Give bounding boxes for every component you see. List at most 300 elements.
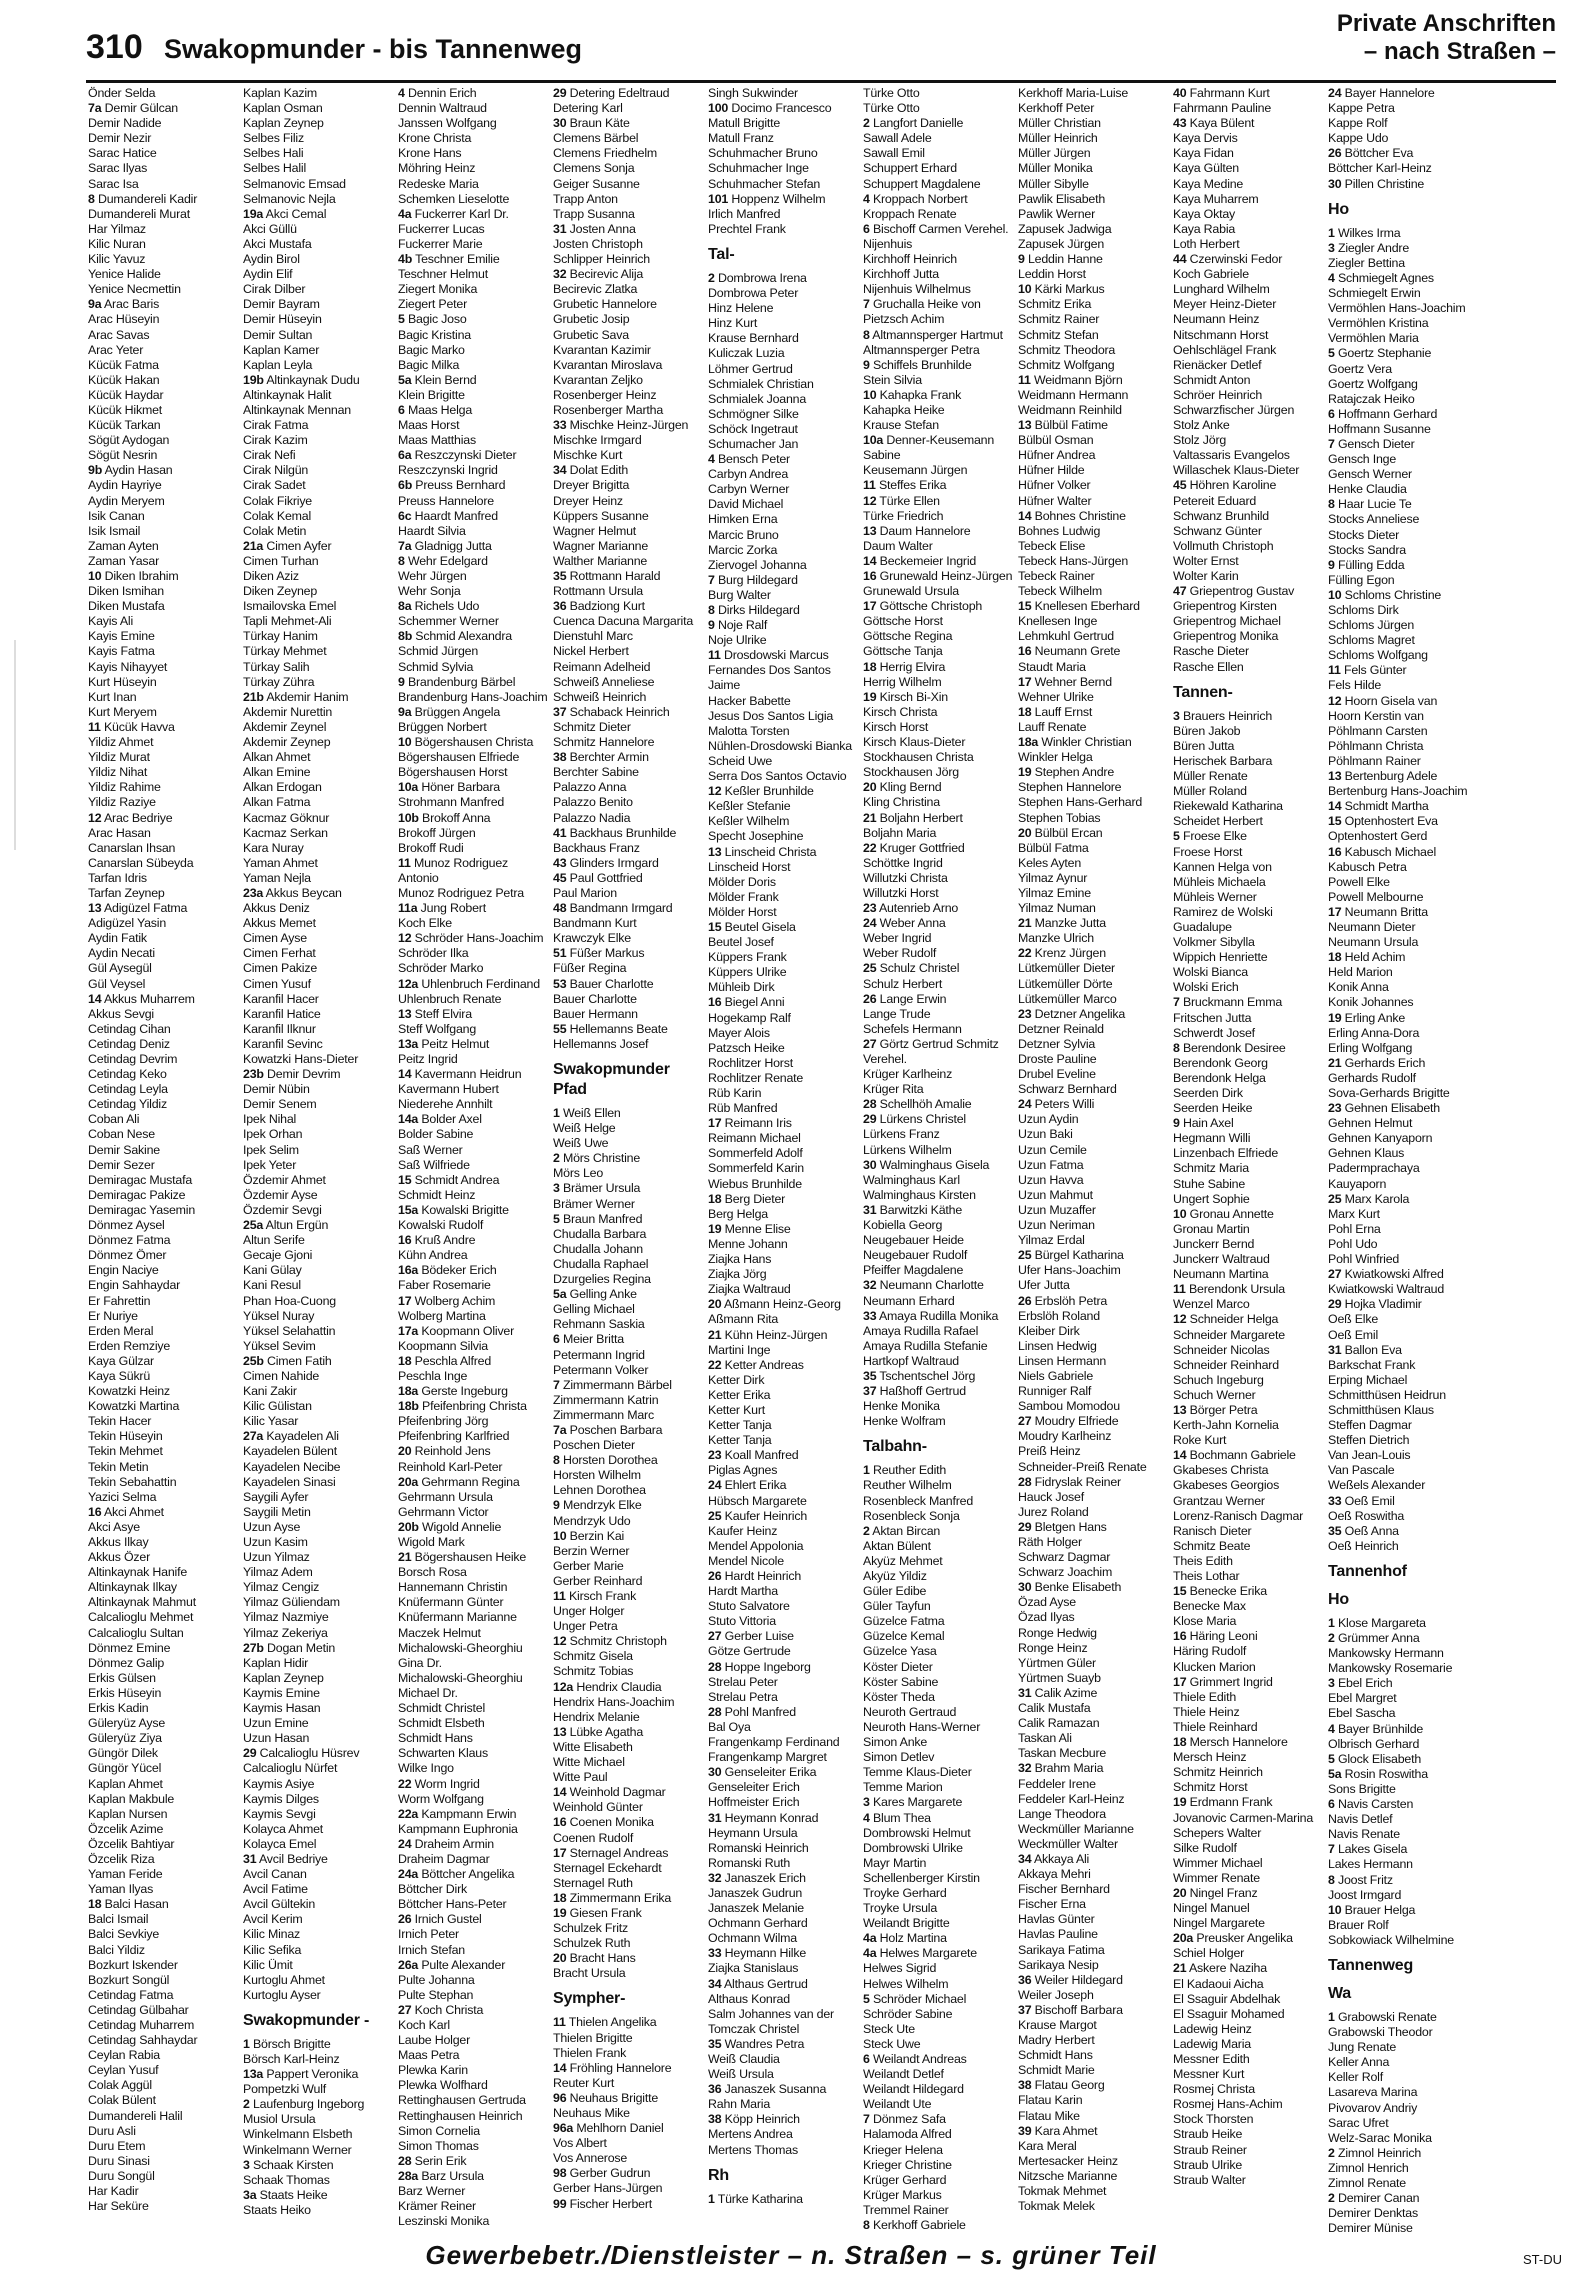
directory-entry: 17 Wehner Bernd	[1018, 674, 1112, 689]
directory-entry: 9 Noje Ralf	[708, 618, 768, 633]
directory-entry: Keller Anna	[1328, 2055, 1390, 2070]
directory-entry: Helwes Wilhelm	[863, 1976, 949, 1991]
directory-entry: Mühleib Dirk	[708, 980, 775, 995]
street-heading: Sympher-	[553, 1990, 626, 2008]
directory-entry: Hendrix Hans-Joachim	[553, 1694, 675, 1709]
directory-entry: Leszinski Monika	[398, 2214, 490, 2229]
directory-entry: 26 Irnich Gustel	[398, 1912, 482, 1927]
directory-entry: Hannemann Christin	[398, 1580, 508, 1595]
directory-entry: Niels Gabriele	[1018, 1368, 1094, 1383]
directory-entry: Winkler Helga	[1018, 750, 1093, 765]
directory-entry: Teschner Helmut	[398, 267, 488, 282]
house-number: 25	[863, 961, 877, 976]
directory-entry: Kilic Yasar	[243, 1414, 299, 1429]
directory-entry: Aktan Bülent	[863, 1538, 931, 1553]
directory-entry: Kvarantan Kazimir	[553, 342, 651, 357]
directory-entry: 1 Börsch Brigitte	[243, 2036, 331, 2051]
directory-entry: Kayis Ali	[88, 614, 134, 629]
house-number: 38	[708, 2112, 722, 2127]
house-number: 15a	[398, 1202, 419, 1217]
house-number: 1	[1328, 2009, 1335, 2024]
directory-entry: Tokmak Melek	[1018, 2199, 1095, 2214]
house-number: 9	[708, 618, 715, 633]
directory-entry: Wolberg Martina	[398, 1308, 486, 1323]
directory-entry: 6 Weilandt Andreas	[863, 2052, 967, 2066]
directory-entry: 24 Draheim Armin	[398, 1836, 494, 1851]
directory-entry: Kilic Minaz	[243, 1927, 301, 1942]
directory-entry: Benecke Max	[1173, 1599, 1246, 1614]
house-number: 3	[1328, 240, 1335, 255]
house-number: 17	[708, 1116, 722, 1131]
directory-entry: Göttsche Horst	[863, 614, 943, 629]
house-number: 14	[398, 1067, 412, 1082]
directory-entry: Özad Ayse	[1018, 1595, 1076, 1610]
house-number: 9	[1173, 1116, 1180, 1131]
house-number: 18	[553, 1890, 567, 1905]
directory-entry: 12 Schneider Helga	[1173, 1312, 1279, 1327]
directory-entry: Weiß Uwe	[553, 1136, 609, 1151]
directory-entry: Troyke Gerhard	[863, 1885, 947, 1900]
directory-entry: 6a Reszczynski Dieter	[398, 448, 517, 463]
directory-entry: Thiele Edith	[1173, 1689, 1237, 1704]
directory-entry: 2 Zimnol Heinrich	[1328, 2145, 1422, 2160]
directory-entry: Maas Petra	[398, 2048, 460, 2063]
directory-entry: Kilic Sefika	[243, 1942, 302, 1957]
directory-entry: Sawall Emil	[863, 146, 925, 161]
directory-entry: 7 Zimmermann Bärbel	[553, 1377, 672, 1392]
directory-entry: Köster Theda	[863, 1689, 935, 1704]
directory-entry: Yilmaz Güliendam	[243, 1595, 340, 1610]
directory-entry: Hüfner Hilde	[1018, 463, 1085, 478]
directory-entry: Yilmaz Cengiz	[243, 1580, 320, 1595]
directory-entry: Uzun Havva	[1018, 1172, 1084, 1187]
directory-entry: Wigold Mark	[398, 1535, 465, 1549]
directory-entry: Müller Sibylle	[1018, 176, 1089, 191]
directory-entry: 12 Schröder Hans-Joachim	[398, 931, 544, 946]
directory-entry: 7 Dönmez Safa	[863, 2112, 946, 2127]
directory-entry: Krieger Christine	[863, 2157, 952, 2172]
directory-entry: Kaymis Emine	[243, 1685, 320, 1700]
directory-entry: Özcelik Bahtiyar	[88, 1836, 175, 1851]
directory-column	[553, 86, 708, 2211]
house-number: 33	[1328, 1493, 1342, 1508]
directory-entry: Duru Songül	[88, 2168, 155, 2183]
directory-entry: Mertens Thomas	[708, 2142, 798, 2157]
directory-entry: Aßmann Rita	[708, 1312, 779, 1327]
directory-entry: Lauff Renate	[1018, 719, 1087, 734]
directory-entry: Sarikaya Fatima	[1018, 1942, 1105, 1957]
directory-entry: Kaplan Zeynep	[243, 1670, 324, 1685]
directory-entry: Ladewig Maria	[1173, 2036, 1251, 2051]
directory-entry: Güzelce Kemal	[863, 1629, 945, 1644]
house-number: 33	[863, 1308, 877, 1323]
directory-entry: 12 Arac Bedriye	[88, 810, 173, 825]
house-number: 13a	[243, 2067, 264, 2082]
directory-entry: Manzke Ulrich	[1018, 931, 1094, 946]
house-number: 4	[863, 1810, 870, 1825]
directory-entry: Tekin Sebahattin	[88, 1474, 177, 1489]
directory-entry: Kolayca Ahmet	[243, 1821, 324, 1836]
directory-entry: Sabine	[863, 448, 901, 463]
directory-entry: Nijenhuis	[863, 236, 913, 251]
directory-entry: Kirsch Christa	[863, 704, 938, 719]
house-number: 19b	[243, 372, 264, 387]
directory-entry: Koch Karl	[398, 2018, 450, 2032]
directory-entry: Ratajczak Heiko	[1328, 391, 1415, 406]
directory-entry: Strohmann Manfred	[398, 795, 505, 810]
directory-entry: Kauyaporn	[1328, 1176, 1387, 1191]
directory-entry: Matull Brigitte	[708, 116, 781, 131]
directory-entry: Zapusek Jürgen	[1018, 236, 1105, 251]
directory-entry: 4 Dennin Erich	[398, 86, 477, 100]
house-number: 7	[1173, 995, 1180, 1010]
directory-entry: Klucken Marion	[1173, 1659, 1256, 1674]
directory-entry: 30 Pillen Christine	[1328, 176, 1425, 191]
directory-entry: Weckmüller Marianne	[1018, 1821, 1134, 1836]
directory-entry: Temme Klaus-Dieter	[863, 1765, 972, 1780]
house-number: 16	[1173, 1629, 1187, 1644]
directory-entry: Schmidt Elsbeth	[398, 1716, 485, 1731]
house-number: 13	[88, 901, 102, 916]
directory-entry: 16 Akci Ahmet	[88, 1504, 164, 1519]
directory-entry: Tomczak Christel	[708, 2021, 800, 2036]
directory-entry: Müller Monika	[1018, 161, 1093, 176]
directory-entry: Hauck Josef	[1018, 1489, 1084, 1504]
directory-entry: Nühlen-Drosdowski Bianka	[708, 738, 852, 753]
directory-entry: Stephen Hans-Gerhard	[1018, 795, 1143, 810]
section-heading	[1337, 10, 1556, 66]
directory-entry: Lehmkuhl Gertrud	[1018, 629, 1114, 644]
directory-column	[88, 86, 243, 2214]
directory-entry: Palazzo Benito	[553, 795, 633, 810]
directory-entry: Grubetic Sava	[553, 327, 629, 342]
directory-entry: 20a Gehrmann Regina	[398, 1474, 520, 1489]
directory-entry: Paul Marion	[553, 885, 617, 900]
directory-entry: Lürkens Franz	[863, 1127, 940, 1142]
directory-entry: Antonio	[398, 870, 439, 885]
directory-entry: Wippich Henriette	[1173, 950, 1268, 965]
house-number: 10	[553, 1528, 567, 1543]
directory-entry: 35 Rottmann Harald	[553, 569, 661, 583]
directory-entry: Michalowski-Gheorghiu	[398, 1670, 523, 1685]
street-heading: Ho	[1328, 1590, 1349, 1608]
house-number: 55	[553, 1021, 567, 1036]
directory-entry: Erden Remziye	[88, 1338, 171, 1353]
directory-entry: Kayadelen Bülent	[243, 1444, 337, 1459]
directory-entry: Alkan Emine	[243, 765, 311, 780]
directory-entry: Akci Asye	[88, 1519, 140, 1534]
directory-entry: Rosmej Christa	[1173, 2082, 1255, 2097]
directory-entry: Detering Karl	[553, 101, 623, 116]
directory-entry: Himken Erna	[708, 512, 778, 527]
house-number: 8	[1328, 1872, 1335, 1887]
house-number: 13	[708, 844, 722, 859]
house-number: 8	[1173, 1040, 1180, 1055]
directory-entry: Schmitz Hannelore	[553, 735, 655, 750]
directory-entry: Menne Johann	[708, 1236, 788, 1251]
house-number: 1	[1328, 225, 1335, 240]
directory-entry: 3 Brauers Heinrich	[1173, 708, 1273, 723]
directory-entry: 17 Grimmert Ingrid	[1173, 1674, 1273, 1689]
house-number: 37	[863, 1384, 877, 1399]
directory-entry: 7a Gladnigg Jutta	[398, 538, 492, 553]
directory-entry: Wolski Erich	[1173, 980, 1239, 995]
directory-entry: Bracht Ursula	[553, 1966, 626, 1981]
directory-entry: Schmitz Stefan	[1018, 327, 1099, 342]
directory-entry: Har Seküre	[88, 2199, 149, 2214]
house-number: 27b	[243, 1640, 264, 1655]
directory-entry: Altinkaynak Hanife	[88, 1565, 188, 1580]
house-number: 28a	[398, 2168, 419, 2183]
directory-entry: Linsen Hedwig	[1018, 1338, 1097, 1353]
house-number: 2	[1328, 2191, 1335, 2206]
directory-entry: 10 Kärki Markus	[1018, 282, 1105, 297]
directory-entry: Henke Claudia	[1328, 482, 1407, 497]
house-number: 25	[1328, 1191, 1342, 1206]
directory-entry: Navis Detlef	[1328, 1812, 1393, 1827]
directory-entry: Valtassaris Evangelos	[1173, 448, 1290, 463]
directory-entry: Froese Horst	[1173, 844, 1243, 859]
directory-entry: 8 Kerkhoff Gabriele	[863, 2218, 966, 2233]
house-number: 5	[863, 1991, 870, 2006]
directory-entry: Sons Brigitte	[1328, 1781, 1396, 1796]
directory-entry: Bauer Charlotte	[553, 991, 637, 1006]
directory-entry: 11 Drosdowski Marcus	[708, 648, 829, 663]
directory-entry: Kerkhoff Peter	[1018, 101, 1095, 116]
house-number: 1	[708, 2191, 715, 2206]
directory-entry: Tebeck Rainer	[1018, 569, 1095, 583]
directory-entry: Mölder Frank	[708, 889, 779, 904]
directory-entry: Stuto Vittoria	[708, 1614, 776, 1629]
directory-entry: Witte Michael	[553, 1755, 625, 1770]
house-number: 7	[1328, 1842, 1335, 1857]
house-number: 16	[708, 995, 722, 1010]
directory-entry: Wimmer Renate	[1173, 1870, 1260, 1885]
house-number: 10	[1328, 587, 1342, 602]
directory-entry: Daum Walter	[863, 538, 933, 553]
directory-entry: Neumann Erhard	[863, 1293, 955, 1308]
directory-entry: Ningel Margarete	[1173, 1916, 1265, 1931]
directory-entry: Kacmaz Göknur	[243, 810, 330, 825]
directory-entry: 13 Steff Elvira	[398, 1006, 472, 1021]
directory-entry: Kampmann Euphronia	[398, 1821, 518, 1836]
directory-entry: Hoffmann Susanne	[1328, 421, 1431, 436]
directory-entry: 14 Bochmann Gabriele	[1173, 1448, 1296, 1463]
directory-entry: 13 Bertenburg Adele	[1328, 769, 1438, 784]
directory-entry: Kurt Meryem	[88, 704, 157, 719]
house-number: 5	[553, 1211, 560, 1226]
directory-entry: Janaszek Melanie	[708, 1901, 804, 1916]
directory-entry: Schmitz Erika	[1018, 297, 1092, 312]
directory-entry: 8 Horsten Dorothea	[553, 1453, 658, 1468]
directory-entry: Akci Mustafa	[243, 236, 312, 251]
directory-entry: Güngör Yücel	[88, 1761, 162, 1776]
directory-entry: Kurt Hüseyin	[88, 674, 157, 689]
directory-entry: Munoz Rodriguez Petra	[398, 885, 524, 900]
directory-entry: Yilmaz Nazmiye	[243, 1610, 329, 1625]
directory-entry: Dombrowski Helmut	[863, 1825, 971, 1840]
directory-entry: Fuckerrer Marie	[398, 236, 483, 251]
directory-entry: Willutzki Christa	[863, 870, 948, 885]
house-number: 43	[553, 855, 567, 870]
house-number: 8a	[398, 599, 412, 614]
directory-entry: Junckerr Bernd	[1173, 1236, 1255, 1251]
directory-entry: 27 Kwiatkowski Alfred	[1328, 1267, 1444, 1282]
directory-entry: 11 Steffes Erika	[863, 478, 947, 493]
directory-entry: Rosenberger Heinz	[553, 387, 657, 402]
house-number: 35	[863, 1368, 877, 1383]
house-number: 17	[1018, 674, 1032, 689]
house-number: 25	[1018, 1248, 1032, 1263]
directory-entry: Cirak Kazim	[243, 433, 308, 448]
directory-entry: Kayadelen Necibe	[243, 1459, 341, 1474]
directory-entry: Tarfan Idris	[88, 870, 147, 885]
directory-entry: Simon Anke	[863, 1735, 928, 1750]
directory-entry: Strelau Petra	[708, 1689, 778, 1704]
directory-entry: 20 Bracht Hans	[553, 1951, 636, 1966]
directory-entry: Uhlenbruch Renate	[398, 991, 502, 1006]
directory-entry: Ochmann Gerhard	[708, 1916, 808, 1931]
directory-entry: Rettinghausen Heinrich	[398, 2108, 523, 2123]
directory-entry: Ismailovska Emel	[243, 599, 337, 614]
directory-entry: 5a Klein Bernd	[398, 372, 477, 387]
directory-entry: Hübsch Margarete	[708, 1493, 807, 1508]
directory-entry: 16 Häring Leoni	[1173, 1629, 1258, 1644]
directory-entry: Duru Asli	[88, 2123, 136, 2138]
directory-entry: Erkis Hüseyin	[88, 1685, 162, 1700]
directory-entry: Kaufer Heinz	[708, 1523, 778, 1538]
directory-entry: Kahapka Heike	[863, 402, 945, 417]
directory-entry: 35 Wandres Petra	[708, 2036, 805, 2051]
directory-entry: Özdemir Ahmet	[243, 1172, 326, 1187]
house-number: 27	[863, 1036, 877, 1051]
house-number: 35	[708, 2036, 722, 2051]
house-number: 21	[708, 1327, 722, 1342]
house-number: 3	[243, 2157, 250, 2172]
directory-entry: Avcil Kerim	[243, 1912, 303, 1927]
directory-entry: Krawczyk Elke	[553, 931, 631, 946]
street-heading: Tannenweg	[1328, 1956, 1414, 1974]
house-number: 16	[1328, 844, 1342, 859]
directory-entry: Schöck Ingetraut	[708, 421, 798, 436]
directory-entry: Joost Irmgard	[1328, 1887, 1402, 1902]
house-number: 48	[553, 901, 567, 916]
directory-entry: Cimen Nahide	[243, 1368, 320, 1383]
directory-entry: Keßler Stefanie	[708, 799, 791, 814]
directory-entry: 8 Dumandereli Kadir	[88, 191, 198, 206]
directory-entry: 21 Boljahn Herbert	[863, 810, 963, 825]
directory-entry: 39 Kara Ahmet	[1018, 2123, 1098, 2138]
directory-entry: Riekewald Katharina	[1173, 799, 1283, 814]
directory-entry: Dombrowski Ulrike	[863, 1840, 963, 1855]
house-number: 3	[1328, 1676, 1335, 1691]
directory-entry: Göttsche Tanja	[863, 644, 943, 659]
directory-entry: Demir Sultan	[243, 327, 313, 342]
directory-entry: Weckmüller Walter	[1018, 1836, 1118, 1851]
house-number: 21b	[243, 689, 264, 704]
directory-entry: Schmitthüsen Klaus	[1328, 1402, 1434, 1417]
directory-entry: Rosenberger Martha	[553, 402, 664, 417]
directory-entry: Yildiz Rahime	[88, 780, 161, 795]
directory-entry: Hacker Babette	[708, 693, 791, 708]
directory-entry: Schloms Magret	[1328, 633, 1415, 648]
directory-entry: 6 Hoffmann Gerhard	[1328, 406, 1438, 421]
directory-entry: Kaplan Kazim	[243, 86, 318, 100]
directory-entry: 5 Glock Elisabeth	[1328, 1751, 1422, 1766]
directory-entry: Stuto Salvatore	[708, 1599, 790, 1614]
house-number: 34	[553, 463, 567, 478]
directory-entry: Altinkaynak Ilkay	[88, 1580, 177, 1595]
directory-entry: Verehel.	[863, 1052, 907, 1066]
directory-entry: Dzurgelies Regina	[553, 1272, 651, 1287]
directory-entry: Stolz Anke	[1173, 418, 1230, 433]
directory-entry: Türkay Zühra	[243, 674, 315, 689]
directory-entry: Cirak Nilgün	[243, 463, 309, 478]
directory-entry: Brämer Werner	[553, 1196, 635, 1211]
house-number: 4a	[863, 1931, 877, 1946]
directory-entry: Plewka Karin	[398, 2063, 468, 2078]
directory-entry: Zimnol Renate	[1328, 2176, 1406, 2190]
directory-entry: Cimen Yusuf	[243, 976, 311, 991]
house-number: 20	[863, 780, 877, 795]
house-number: 41	[553, 825, 567, 840]
directory-entry: Akkus Sevgi	[88, 1006, 154, 1021]
directory-entry: Alkan Ahmet	[243, 750, 311, 765]
house-number: 18	[863, 659, 877, 674]
directory-entry: Saygili Metin	[243, 1504, 311, 1519]
directory-entry: 16a Bödeker Erich	[398, 1263, 497, 1278]
directory-entry: Kaya Dervis	[1173, 131, 1238, 146]
house-number: 35	[553, 569, 567, 583]
directory-entry: Ziajka Hans	[708, 1252, 772, 1267]
directory-entry: Pöhlmann Christa	[1328, 738, 1424, 753]
directory-entry: 14 Schmidt Martha	[1328, 799, 1429, 814]
directory-entry: 32 Becirevic Alija	[553, 267, 644, 282]
directory-entry: Akkus Memet	[243, 916, 316, 931]
directory-entry: 6 Navis Carsten	[1328, 1797, 1414, 1812]
directory-entry: Peitz Ingrid	[398, 1052, 458, 1066]
directory-entry: 32 Brahm Maria	[1018, 1761, 1104, 1776]
directory-entry: Chudalla Raphael	[553, 1256, 649, 1271]
directory-entry: Burg Walter	[708, 587, 771, 602]
directory-entry: Özcelik Azime	[88, 1821, 164, 1836]
directory-entry: Yüksel Sevim	[243, 1338, 316, 1353]
house-number: 12	[708, 784, 722, 799]
directory-entry: Krüger Rita	[863, 1082, 924, 1097]
house-number: 2	[243, 2097, 250, 2112]
directory-entry: 9b Aydin Hasan	[88, 463, 173, 478]
directory-entry: Flatau Mike	[1018, 2108, 1080, 2123]
directory-entry: 6b Preuss Bernhard	[398, 478, 506, 493]
directory-entry: Weidmann Hermann	[1018, 387, 1129, 402]
directory-entry: Kayis Nihayyet	[88, 659, 168, 674]
directory-entry: 26 Erbslöh Petra	[1018, 1293, 1108, 1308]
directory-entry: Zapusek Jadwiga	[1018, 221, 1112, 236]
directory-entry: Stuhe Sabine	[1173, 1176, 1246, 1191]
directory-entry: 37 Schaback Heinrich	[553, 704, 670, 719]
directory-entry: Maczek Helmut	[398, 1625, 481, 1640]
house-number: 19	[553, 1905, 567, 1920]
directory-entry: 25 Marx Karola	[1328, 1191, 1410, 1206]
directory-entry: 14 Weinhold Dagmar	[553, 1785, 666, 1800]
directory-entry: Schuch Ingeburg	[1173, 1372, 1264, 1387]
directory-entry: Krieger Helena	[863, 2142, 943, 2157]
directory-entry: Sawall Adele	[863, 131, 932, 146]
directory-entry: Guadalupe	[1173, 919, 1232, 934]
directory-entry: Worm Wolfgang	[398, 1791, 484, 1806]
directory-entry: 12 Keßler Brunhilde	[708, 784, 814, 799]
directory-entry: 20b Wigold Annelie	[398, 1519, 502, 1534]
